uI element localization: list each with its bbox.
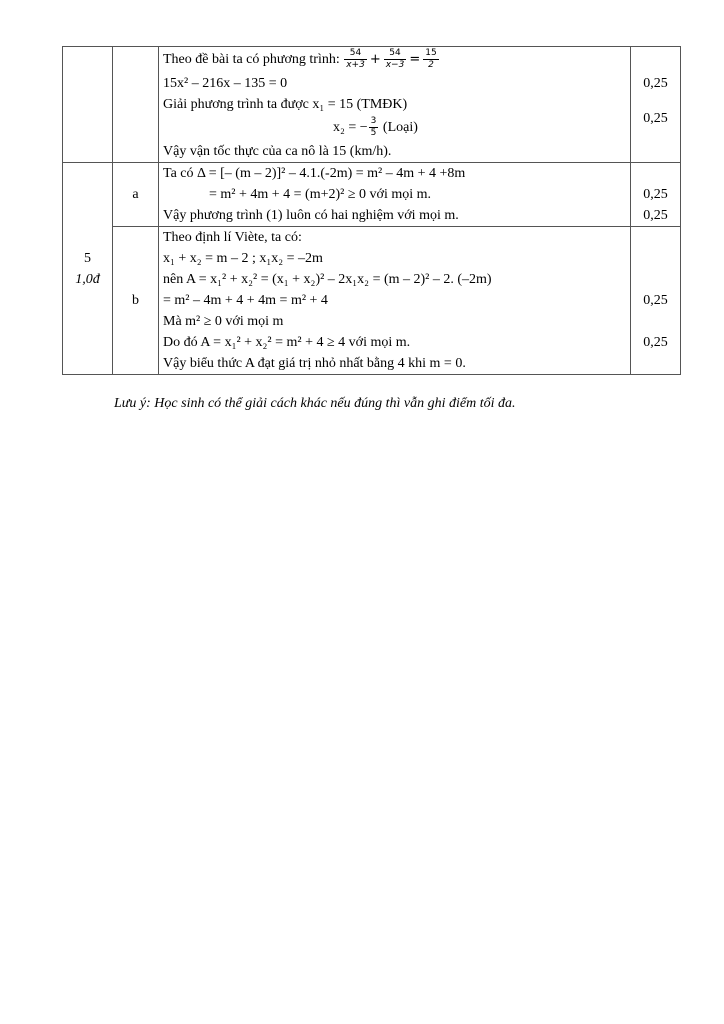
root-status: (Loại) (379, 120, 418, 135)
score-cell-q5a (631, 163, 681, 227)
solution-line: Giải phương trình ta được x₁ = 15 (TMĐK) (163, 97, 408, 112)
part-cell-empty (113, 47, 159, 163)
solution-line (159, 47, 630, 73)
table-row-q5a (63, 163, 681, 227)
part-label-cell (113, 227, 159, 375)
root-prefix: x₂ = − (333, 120, 368, 135)
solution-line: Mà m² ≥ 0 với mọi m (163, 314, 284, 329)
fraction: $\frac{15}{2}$ (425, 48, 437, 71)
question-number: 5 (84, 250, 91, 266)
plus-sign: + (369, 52, 381, 67)
equation-intro: Theo đề bài ta có phương trình: (163, 52, 344, 67)
solution-line: x₁ + x₂ = m – 2 ; x₁x₂ = –2m (163, 251, 323, 266)
question-number-cell (63, 163, 113, 375)
score-value: 0,25 (643, 187, 668, 202)
score-value: 0,25 (643, 335, 668, 350)
score-cell-q4 (631, 47, 681, 163)
fraction: $\frac{3}{5}$ (370, 116, 377, 139)
solution-line: = m² + 4m + 4 = (m+2)² ≥ 0 với mọi m. (209, 187, 432, 202)
grading-table (62, 46, 681, 375)
solution-cell-q4 (159, 47, 631, 163)
solution-line: Theo định lí Viète, ta có: (163, 230, 302, 245)
part-label-cell (113, 163, 159, 227)
question-points: 1,0đ (75, 271, 100, 287)
solution-cell-q5a (159, 163, 631, 227)
score-value: 0,25 (643, 111, 668, 126)
solution-line: Vậy phương trình (1) luôn có hai nghiệm với mọi m. (163, 208, 459, 223)
table-row-q4-solution (63, 47, 681, 163)
part-label-a: a (132, 186, 139, 202)
score-value: 0,25 (643, 208, 668, 223)
score-value: 0,25 (643, 76, 668, 91)
solution-line (159, 115, 630, 141)
solution-line: nên A = x₁² + x₂² = (x₁ + x₂)² – 2x₁x₂ = (m – 2)² – 2. (–2m) (163, 272, 492, 287)
score-cell-q5b (631, 227, 681, 375)
equals-sign: = (409, 52, 421, 67)
footnote: Lưu ý: Học sinh có thể giải cách khác nếu đúng thì vẫn ghi điểm tối đa. (114, 396, 516, 411)
solution-line: Do đó A = x₁² + x₂² = m² + 4 ≥ 4 với mọi m. (163, 335, 411, 350)
solution-line: 15x² – 216x – 135 = 0 (163, 76, 288, 91)
score-value: 0,25 (643, 293, 668, 308)
solution-line: Vậy vận tốc thực của ca nô là 15 (km/h). (163, 144, 392, 159)
solution-cell-q5b (159, 227, 631, 375)
question-cell-empty (63, 47, 113, 163)
part-label-b: b (132, 292, 139, 308)
solution-line: = m² – 4m + 4 + 4m = m² + 4 (163, 293, 328, 308)
solution-line: Vậy biểu thức A đạt giá trị nhỏ nhất bằng 4 khi m = 0. (163, 356, 466, 371)
fraction: $\frac{54}{x+3}$ (346, 48, 365, 71)
table-row-q5b (63, 227, 681, 375)
solution-line: Ta có Δ = [– (m – 2)]² – 4.1.(-2m) = m² – 4m + 4 +8m (163, 166, 466, 181)
fraction: $\frac{54}{x-3}$ (385, 48, 405, 71)
